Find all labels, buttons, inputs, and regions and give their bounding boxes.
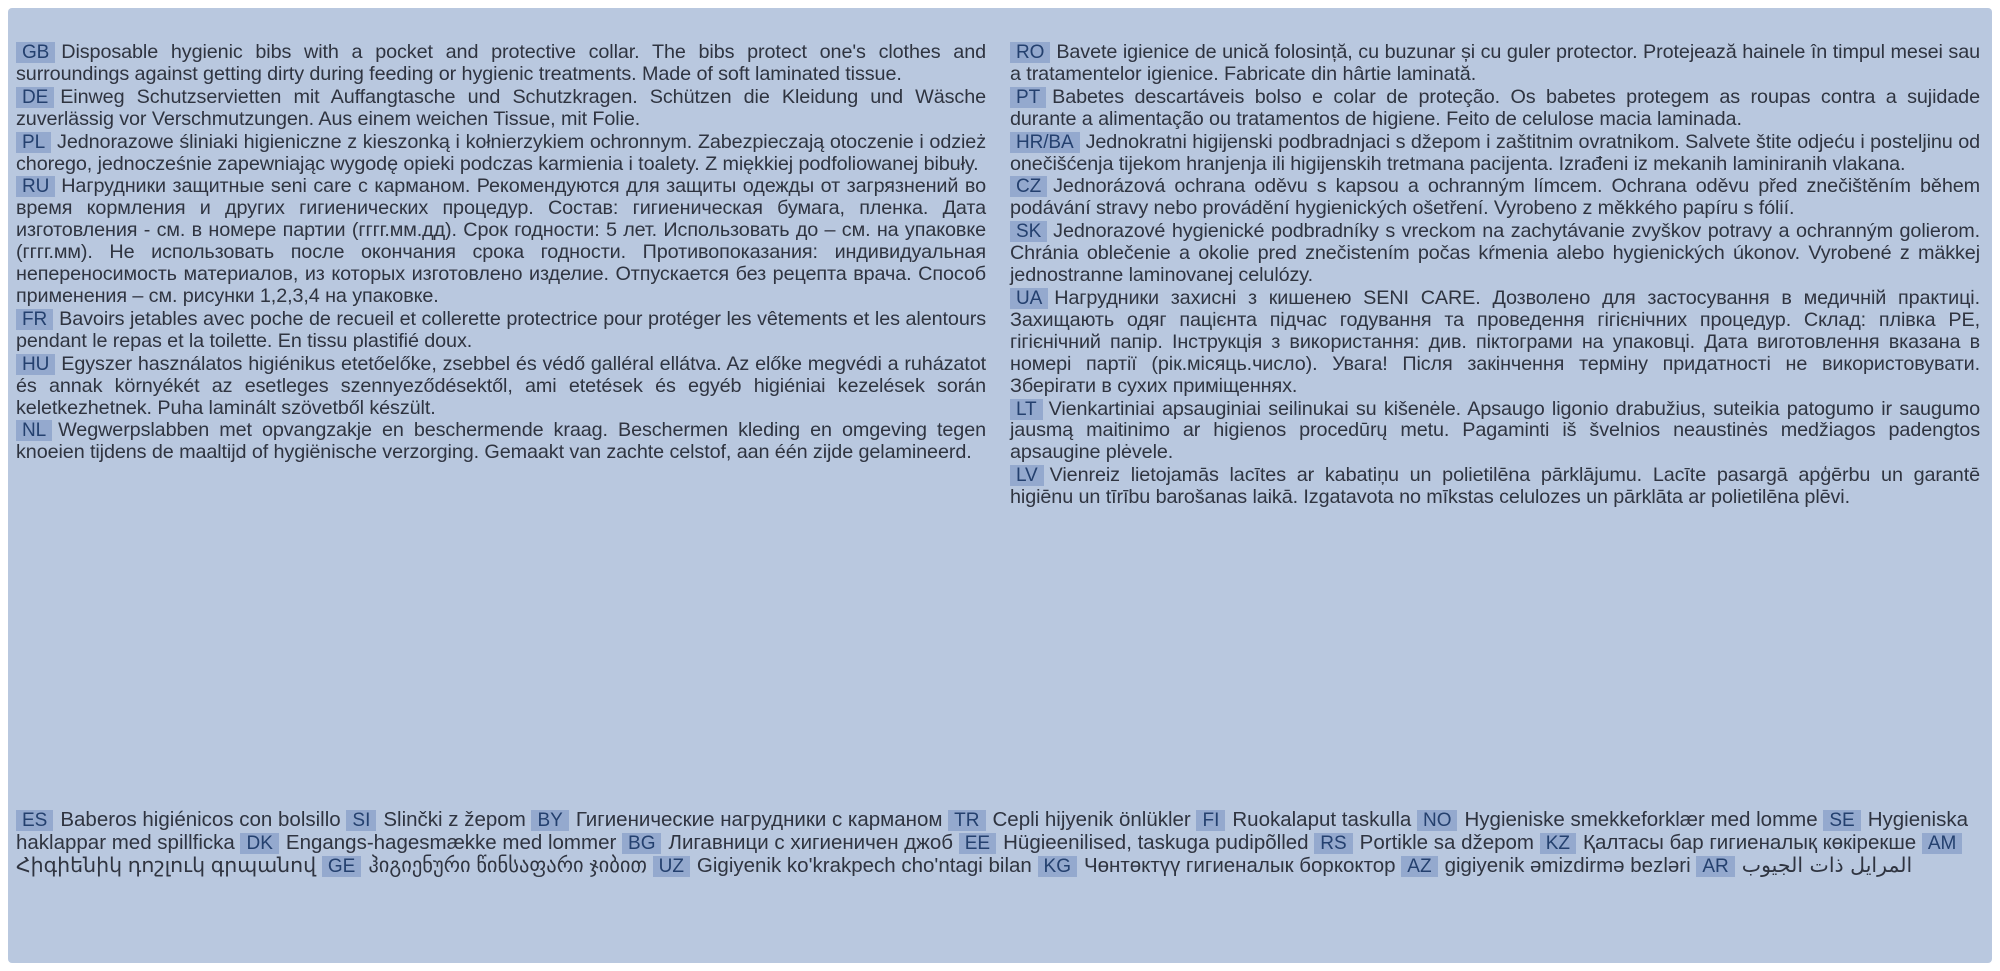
language-code: BG [622,833,661,854]
translation-text: Հիգիենիկ դոշլուկ գրպանով [16,854,317,878]
language-code: LV [1010,465,1044,486]
translation-text: Baberos higiénicos con bolsillo [60,808,341,831]
language-code: ES [16,810,53,831]
language-code: KZ [1540,833,1576,854]
language-code: EE [959,833,996,854]
translation-text: Slinčki z žepom [383,808,526,831]
translation-text: Gigiyenik ko'krakpech cho'ntagi bilan [696,854,1032,878]
label-panel [8,8,1992,963]
language-code: GB [16,42,55,63]
translation-text: Engangs-hagesmække med lommer [285,831,617,855]
section-text: Vienreiz lietojamās lacītes ar kabatiņu un polietilēna pārklājumu. Lacīte pasargā apģērbu un garantē higiēnu un tīrību barošanas laikā. Izgatavota no mīkstas celulozes un pārklāta ar polietilēna plēvi. [1010,464,1980,509]
left-column [16,42,986,465]
translation-text: Hügieenilised, taskuga pudipõlled [1003,831,1309,855]
translation-text: Ruokalaput taskulla [1232,808,1412,831]
section-text: Нагрудники защитные seni care с карманом. Рекомендуются для защиты одежды от загрязнений во время кормления и других гигиенических процедур. Состав: гигиеническая бумага, пленка. Дата изготовления - см. в номере партии (гггг.мм.дд). Срок годности: 5 лет. Использовать до – см. на упаковке (гггг.мм). Не использовать после окончания срока годности. Противопоказания: индивидуальная непереносимость материалов, из которых изготовлено изделие. Отпускается без рецепта врача. Способ применения – см. рисунки 1,2,3,4 на упаковке. [16,175,986,307]
translation-text: gigiyenik əmizdirmə bezləri [1444,854,1691,878]
language-code: RS [1314,833,1352,854]
translation-text: Hygieniska haklappar med spillficka [16,808,1968,855]
section-text: Jednorazové hygienické podbradníky s vreckom na zachytávanie zvyškov potravy a ochranným golierom. Chránia oblečenie a okolie pred znečistením počas kŕmenia alebo hygienických úkonov. Vyrobené z mäkkej jednostranne laminovanej celulózy. [1010,220,1980,287]
language-code: AM [1922,833,1963,854]
language-code: AZ [1401,856,1437,877]
language-code: PL [16,132,51,153]
right-column [1010,42,1980,510]
section-lt [1010,399,1980,465]
language-code: HU [16,354,55,375]
section-text: Bavoirs jetables avec poche de recueil et collerette protectrice pour protéger les vêtements et les alentours pendant le repas et la toilette. En tissu plastifié doux. [16,307,986,352]
translation-text: Гигиенические нагрудники с карманом [575,808,943,831]
section-ro [1010,42,1980,86]
section-de [16,87,986,131]
section-fr [16,309,986,353]
translation-text: ჰიგიენური წინსაფარი ჯიბით [368,854,647,878]
section-sk [1010,221,1980,287]
translation-text: المرايل ذات الجيوب [1741,853,1913,878]
language-code: RO [1010,42,1050,63]
translation-text: Қалтасы бар гигиеналық көкірекше [1583,831,1917,855]
translation-text: Лигавници с хигиеничен джоб [668,831,954,855]
section-ua [1010,288,1980,398]
section-text: Einweg Schutzservietten mit Auffangtasche und Schutzkragen. Schützen die Kleidung und Wäsche zuverlässig vor Verschmutzungen. Aus einem weichen Tissue, mit Folie. [16,85,986,130]
translation-text: Portikle sa džepom [1359,831,1535,855]
language-code: BY [531,810,568,831]
language-code: KG [1038,856,1077,877]
section-text: Egyszer használatos higiénikus etetőelőke, zsebbel és védő galléral ellátva. Az előke megvédi a ruházatot és annak környékét az esetleges szennyeződésektől, ami etetések és egyéb higiéniai kezelések során keletkezhetnek. Puha laminált szövetből készült. [16,352,986,419]
section-pl [16,132,986,176]
section-text: Vienkartiniai apsauginiai seilinukai su kišenėle. Apsaugo ligonio drabužius, suteikia patogumo ir saugumo jausmą maitinimo ar higienos procedūrų metu. Pagaminti iš švelnios neaustinės medžiagos padengtos apsaugine plėvele. [1010,397,1980,464]
section-text: Disposable hygienic bibs with a pocket and protective collar. The bibs protect one's clothes and surroundings against getting dirty during feeding or hygienic treatments. Made of soft laminated tissue. [16,41,986,85]
section-nl [16,420,986,464]
section-gb [16,42,986,86]
language-code: DK [240,833,278,854]
language-code: PT [1010,87,1046,108]
section-text: Bavete igienice de unică folosință, cu buzunar și cu guler protector. Protejează hainele în timpul mesei sau a tratamentelor igienice. Fabricate din hârtie laminată. [1010,41,1980,85]
language-code: AR [1696,856,1734,877]
language-code: SE [1823,810,1860,831]
language-code: FR [16,309,53,330]
language-code: HR/BA [1010,132,1080,153]
section-text: Нагрудники захисні з кишенею SENI CARE. Дозволено для застосування в медичній практиці. Захищають одяг пацієнта підчас годування та проведення гігієнічних процедур. Склад: плівка PE, гігієнічний папір. Інструкція з використання: див. піктограми на упаковці. Дата виготовлення вказана в номері партії (рік.місяць.число). Увага! Після закінчення терміну придатності не використовувати. Зберігати в сухих приміщеннях. [1010,286,1980,397]
section-cz [1010,176,1980,220]
language-code: FI [1196,810,1225,831]
section-pt [1010,87,1980,131]
language-code: RU [16,176,55,197]
section-text: Wegwerpslabben met opvangzakje en beschermende kraag. Beschermen kleding en omgeving tegen knoeien tijdens de maaltijd of hygiënische verzorging. Gemaakt van zachte celstof, aan één zijde gelamineerd. [16,419,986,464]
language-code: NL [16,420,52,441]
section-text: Jednokratni higijenski podbradnjaci s džepom i zaštitnim ovratnikom. Salvete štite odjeću i posteljinu od onečišćenja tijekom hranjenja ili higijenskih tretmana pacijenta. Izrađeni iz mekanih laminiranih vlakana. [1010,130,1980,175]
short-translations [16,808,1992,878]
language-code: GE [322,856,361,877]
language-code: UA [1010,288,1048,309]
section-hr-ba [1010,132,1980,176]
section-text: Babetes descartáveis bolso e colar de proteção. Os babetes protegem as roupas contra a sujidade durante a alimentação ou tratamentos de higiene. Feito de celulose macia laminada. [1010,85,1980,130]
section-hu [16,354,986,420]
language-code: DE [16,87,54,108]
section-lv [1010,465,1980,509]
section-ru [16,176,986,307]
section-text: Jednorazowe śliniaki higieniczne z kieszonką i kołnierzykiem ochronnym. Zabezpieczają otoczenie i odzież chorego, jednocześnie zapewniając wygodę opieki podczas karmienia i toalety. Z miękkiej podfoliowanej bibuły. [16,130,986,175]
language-code: UZ [653,856,690,877]
language-code: CZ [1010,176,1047,197]
section-text: Jednorázová ochrana oděvu s kapsou a ochranným límcem. Ochrana oděvu před znečištěním během podávání stravy nebo provádění hygienických ošetření. Vyrobeno z měkkého papíru s fólií. [1010,175,1980,220]
translation-text: Cepli hijyenik önlükler [992,808,1191,831]
language-code: SK [1010,221,1047,242]
translation-text: Чөнтөктүү гигиеналык боркоктор [1083,854,1396,878]
language-code: NO [1417,810,1458,831]
language-code: SI [346,810,376,831]
language-code: LT [1010,399,1043,420]
language-code: TR [948,810,985,831]
translation-text: Hygieniske smekkeforklær med lomme [1464,808,1818,831]
